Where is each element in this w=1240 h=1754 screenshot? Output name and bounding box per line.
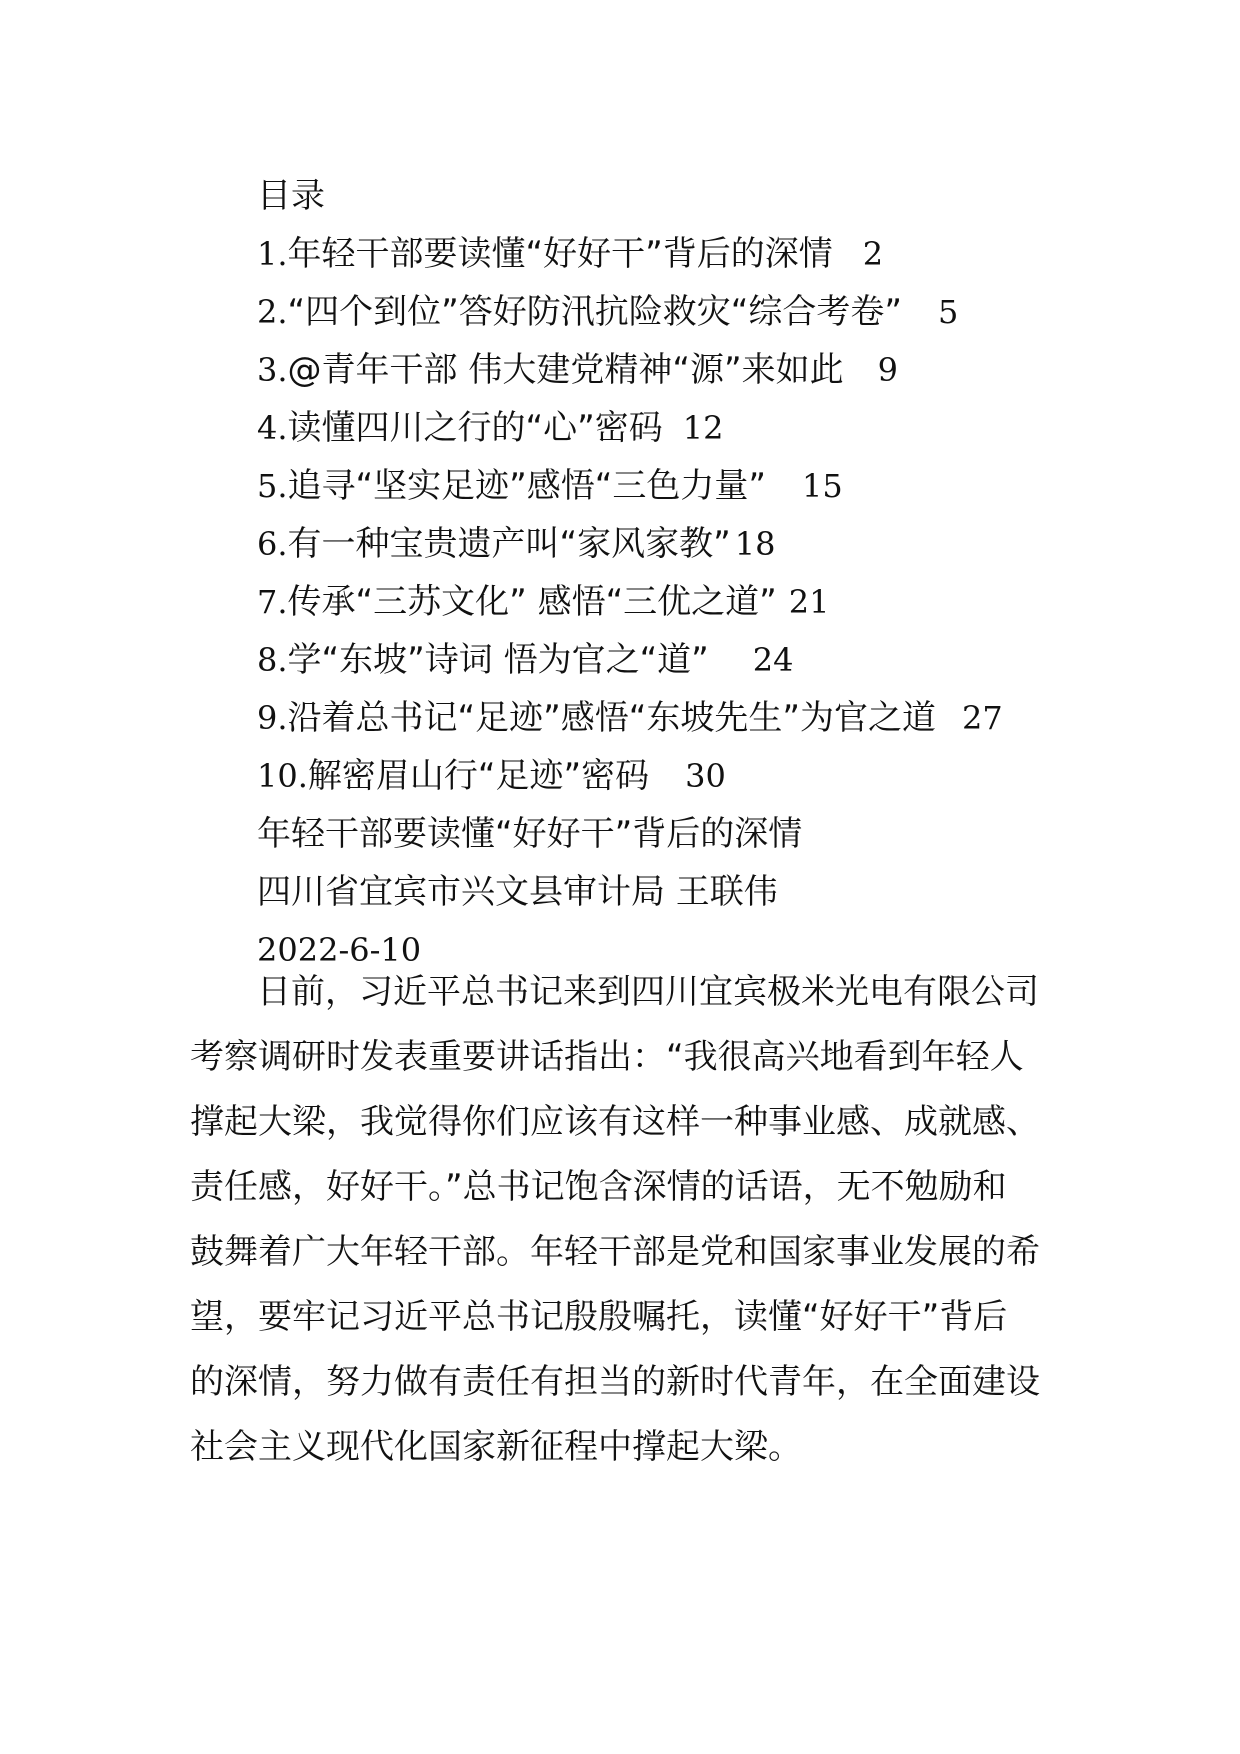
toc-item-page: 9	[877, 351, 898, 389]
toc-item-number: 6.	[257, 525, 288, 563]
toc-item-text: @青年干部 伟大建党精神“源”来如此	[287, 350, 844, 390]
toc-item-text: “四个到位”答好防汛抗险救灾“综合考卷”	[287, 292, 902, 332]
toc-item-number: 3.	[257, 351, 288, 389]
toc-item[interactable]	[257, 350, 898, 390]
toc-item[interactable]	[257, 466, 843, 506]
paragraph-line: 的深情，努力做有责任有担当的新时代青年，在全面建设	[190, 1362, 1040, 1402]
article-date: 2022-6-10	[257, 931, 422, 969]
toc-item-text: 年轻干部要读懂“好好干”背后的深情	[287, 234, 833, 274]
toc-item-number: 4.	[257, 409, 288, 447]
toc-item-number: 9.	[257, 699, 288, 737]
toc-item[interactable]	[257, 582, 830, 622]
toc-item-page: 27	[962, 699, 1003, 737]
paragraph-line: 社会主义现代化国家新征程中撑起大梁。	[190, 1427, 802, 1467]
toc-item[interactable]	[257, 524, 775, 564]
toc-item-text: 沿着总书记“足迹”感悟“东坡先生”为官之道	[287, 698, 936, 738]
toc-item-number: 5.	[257, 467, 288, 505]
toc-item-text: 有一种宝贵遗产叫“家风家教”	[287, 524, 731, 564]
toc-item-number: 2.	[257, 293, 288, 331]
toc-item[interactable]	[257, 408, 723, 448]
toc-item-page: 24	[752, 641, 794, 679]
toc-item-number: 1.	[257, 235, 288, 273]
paragraph-line: 鼓舞着广大年轻干部。年轻干部是党和国家事业发展的希	[190, 1232, 1040, 1272]
toc-item-page: 15	[802, 467, 843, 505]
toc-item-text: 传承“三苏文化” 感悟“三优之道”	[287, 582, 777, 622]
paragraph-line: 撑起大梁，我觉得你们应该有这样一种事业感、成就感、	[190, 1102, 1040, 1142]
toc-item-number: 7.	[257, 583, 288, 621]
toc-item[interactable]	[257, 292, 958, 332]
toc-item-page: 18	[734, 525, 776, 563]
toc-item-page: 2	[862, 235, 884, 273]
article-paragraph	[190, 960, 1055, 1480]
article-author: 四川省宜宾市兴文县审计局 王联伟	[257, 872, 778, 912]
toc-item-text: 追寻“坚实足迹”感悟“三色力量”	[287, 466, 766, 506]
toc-item[interactable]	[257, 640, 794, 680]
toc-item[interactable]	[257, 698, 1003, 738]
toc-item-page: 12	[682, 409, 724, 447]
toc-item-page: 21	[788, 583, 830, 621]
toc-item-text: 解密眉山行“足迹”密码	[307, 756, 650, 796]
paragraph-line: 责任感，好好干。”总书记饱含深情的话语，无不勉励和	[190, 1167, 1007, 1207]
toc-item[interactable]	[257, 756, 726, 796]
toc-item-number: 10.	[257, 757, 308, 795]
paragraph-line: 日前，习近平总书记来到四川宜宾极米光电有限公司	[257, 972, 1039, 1012]
paragraph-line: 望，要牢记习近平总书记殷殷嘱托，读懂“好好干”背后	[190, 1297, 1008, 1337]
paragraph-line: 考察调研时发表重要讲话指出：“我很高兴地看到年轻人	[190, 1037, 1024, 1077]
toc-title: 目录	[257, 176, 325, 216]
article-title: 年轻干部要读懂“好好干”背后的深情	[257, 814, 803, 854]
toc-item-text: 读懂四川之行的“心”密码	[287, 408, 663, 448]
toc-item-page: 30	[685, 757, 726, 795]
toc-item-number: 8.	[257, 641, 288, 679]
toc-item[interactable]	[257, 234, 883, 274]
toc-item-text: 学“东坡”诗词 悟为官之“道”	[287, 640, 709, 680]
toc-item-page: 5	[938, 293, 959, 331]
